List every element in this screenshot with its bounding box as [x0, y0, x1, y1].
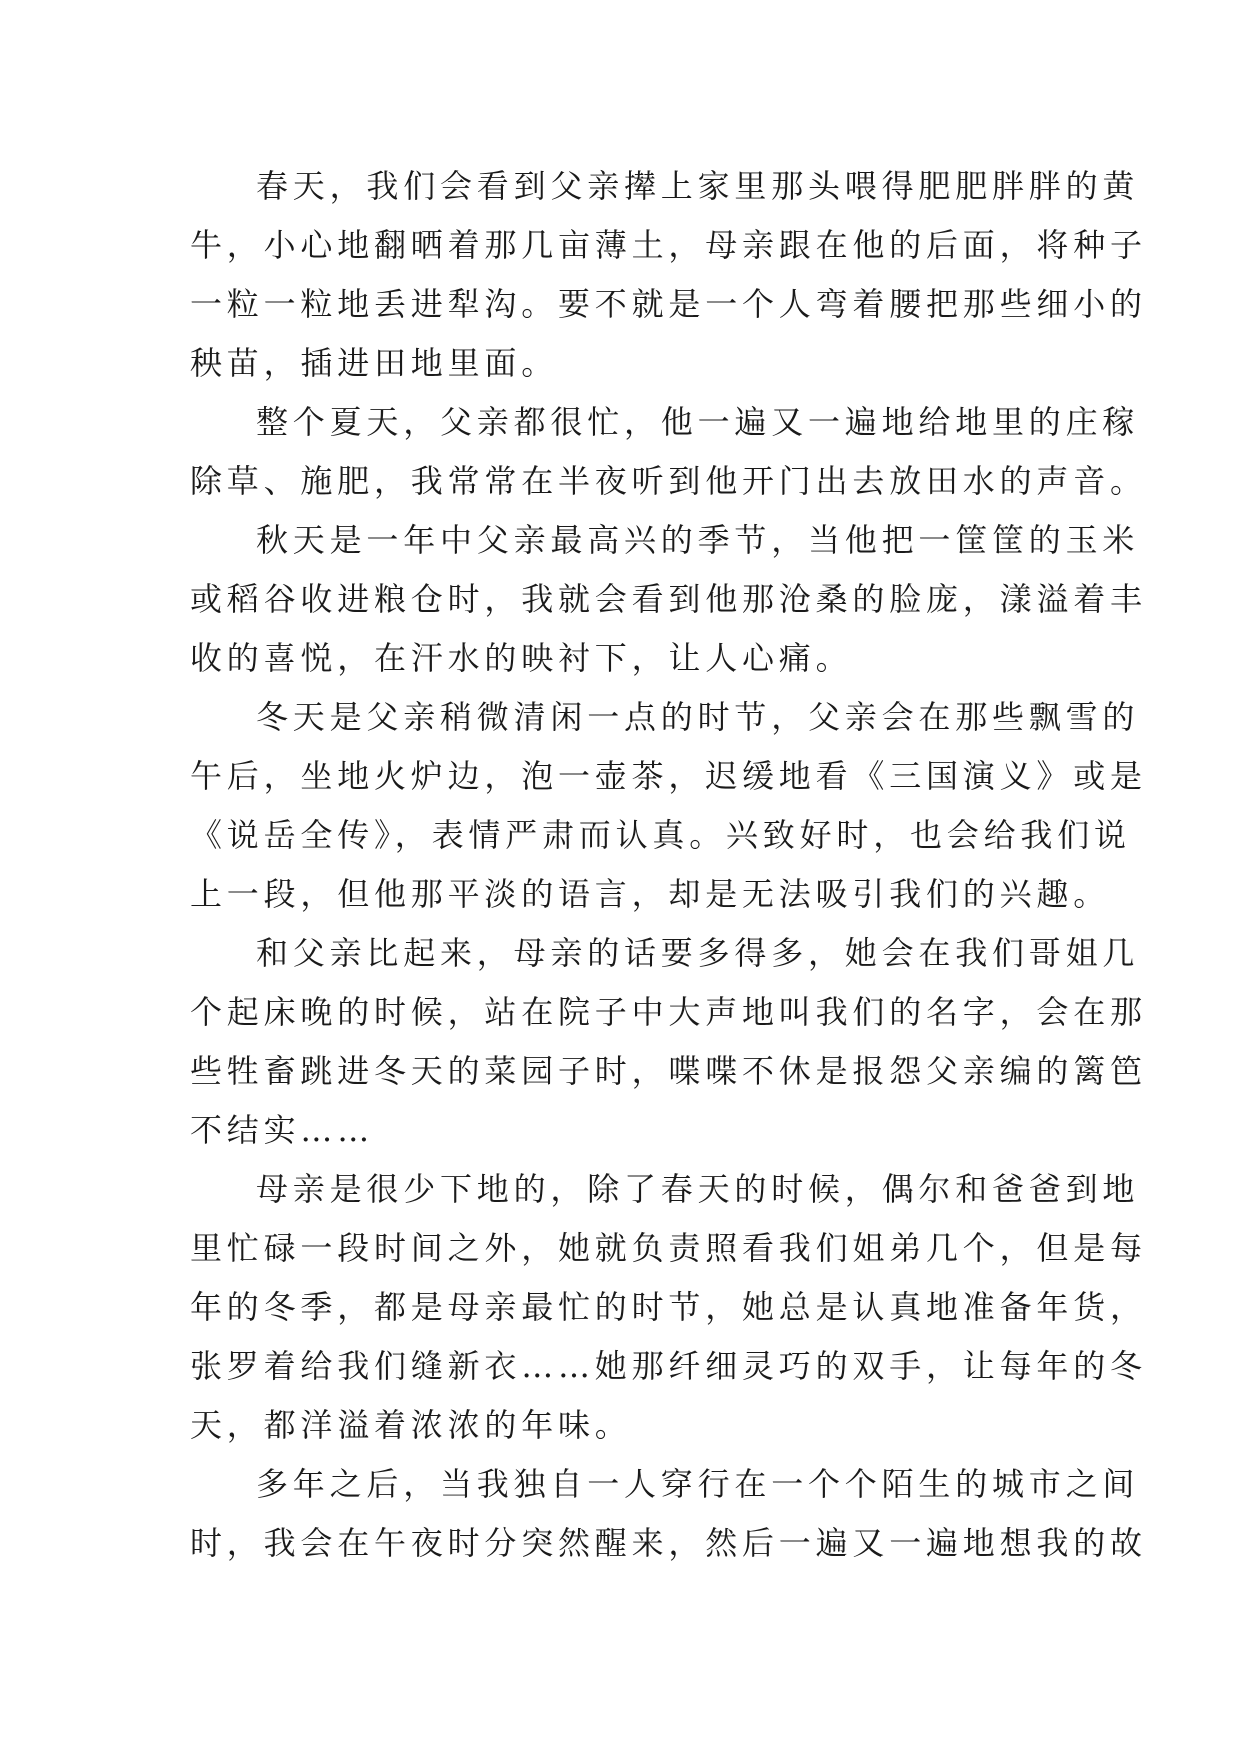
text-line: 春天，我们会看到父亲撵上家里那头喂得肥肥胖胖的黄 — [256, 167, 1140, 205]
text-line: 秋天是一年中父亲最高兴的季节，当他把一筐筐的玉米 — [256, 521, 1140, 559]
text-line: 除草、施肥，我常常在半夜听到他开门出去放田水的声音。 — [190, 462, 1147, 500]
text-line: 母亲是很少下地的，除了春天的时候，偶尔和爸爸到地 — [256, 1170, 1140, 1208]
text-line: 秧苗，插进田地里面。 — [190, 344, 559, 382]
text-line: 或稻谷收进粮仓时，我就会看到他那沧桑的脸庞，漾溢着丰 — [190, 580, 1147, 618]
text-line: 午后，坐地火炉边，泡一壶茶，迟缓地看《三国演义》或是 — [190, 757, 1147, 795]
text-line: 和父亲比起来，母亲的话要多得多，她会在我们哥姐几 — [256, 934, 1140, 972]
text-line: 年的冬季，都是母亲最忙的时节，她总是认真地准备年货， — [190, 1288, 1147, 1326]
text-line: 张罗着给我们缝新衣……她那纤细灵巧的双手，让每年的冬 — [190, 1347, 1147, 1385]
text-line: 时，我会在午夜时分突然醒来，然后一遍又一遍地想我的故 — [190, 1524, 1147, 1562]
text-line: 冬天是父亲稍微清闲一点的时节，父亲会在那些飘雪的 — [256, 698, 1140, 736]
text-line: 收的喜悦，在汗水的映衬下，让人心痛。 — [190, 639, 853, 677]
text-line: 里忙碌一段时间之外，她就负责照看我们姐弟几个，但是每 — [190, 1229, 1147, 1267]
text-line: 一粒一粒地丢进犁沟。要不就是一个人弯着腰把那些细小的 — [190, 285, 1147, 323]
text-line: 《说岳全传》，表情严肃而认真。兴致好时，也会给我们说 — [190, 816, 1131, 854]
document-body — [190, 157, 1147, 1573]
text-line: 个起床晚的时候，站在院子中大声地叫我们的名字，会在那 — [190, 993, 1147, 1031]
text-line: 多年之后，当我独自一人穿行在一个个陌生的城市之间 — [256, 1465, 1140, 1503]
text-line: 不结实…… — [190, 1111, 375, 1149]
text-line: 上一段，但他那平淡的语言，却是无法吸引我们的兴趣。 — [190, 875, 1111, 913]
text-line: 天，都洋溢着浓浓的年味。 — [190, 1406, 632, 1444]
text-line: 些牲畜跳进冬天的菜园子时，喋喋不休是报怨父亲编的篱笆 — [190, 1052, 1147, 1090]
text-line: 牛，小心地翻晒着那几亩薄土，母亲跟在他的后面，将种子 — [190, 226, 1147, 264]
text-line: 整个夏天，父亲都很忙，他一遍又一遍地给地里的庄稼 — [256, 403, 1140, 441]
